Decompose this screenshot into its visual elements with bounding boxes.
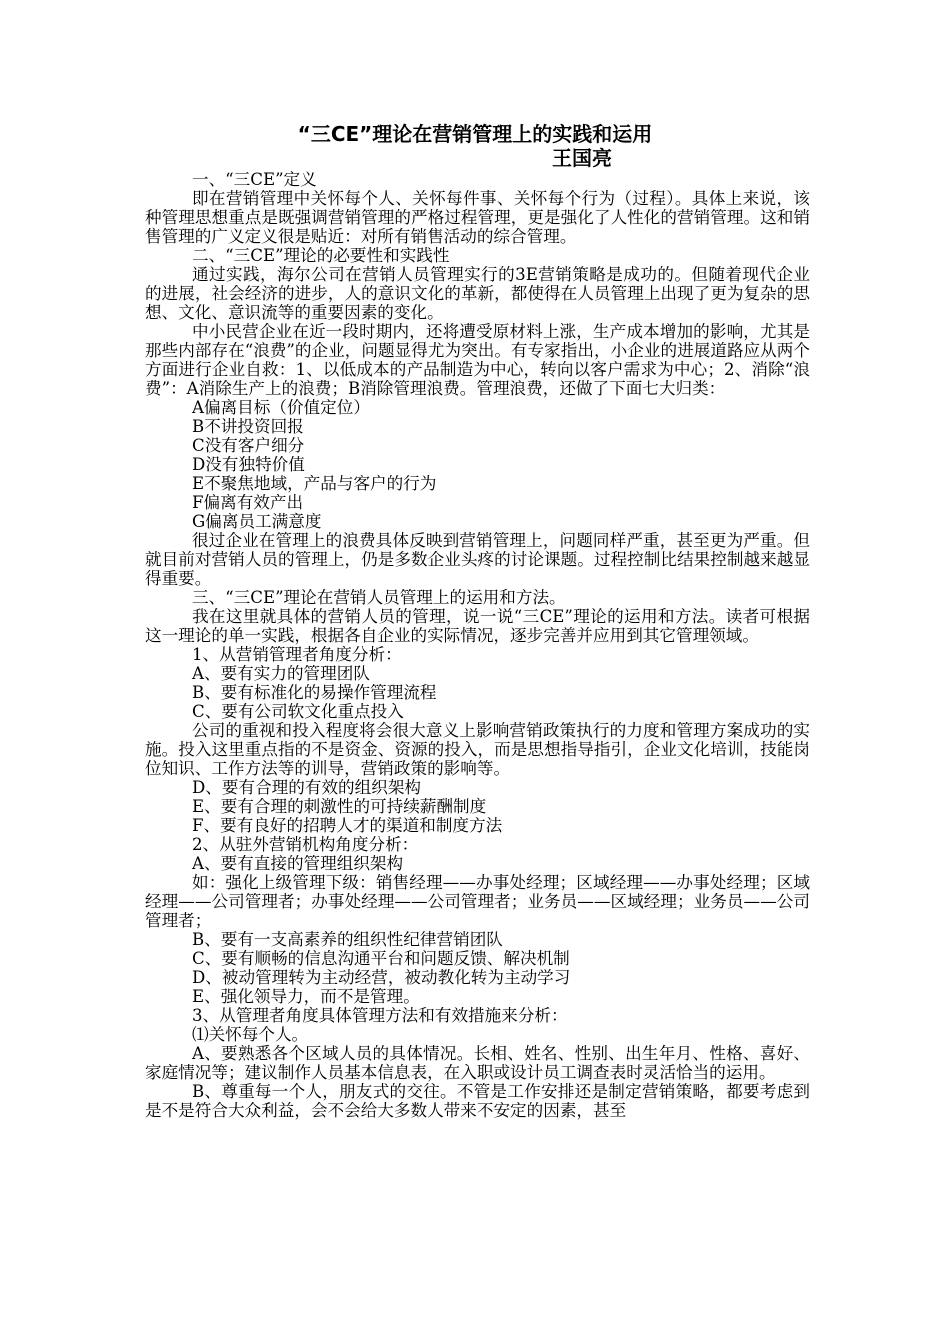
body-paragraph: 1、从营销管理者角度分析： — [192, 645, 402, 664]
body-paragraph: B、要有标准化的易操作管理流程 — [192, 683, 437, 702]
body-paragraph: F偏离有效产出 — [192, 493, 304, 512]
document-body — [145, 170, 810, 1120]
body-paragraph: F、要有良好的招聘人才的渠道和制度方法 — [192, 816, 503, 835]
body-paragraph: D、被动管理转为主动经营，被动教化转为主动学习 — [192, 968, 571, 987]
body-paragraph: 很过企业在管理上的浪费具体反映到营销管理上，问题同样严重，甚至更为严重。但就目前对营销人员的管理上，仍是多数企业头疼的讨论课题。过程控制比结果控制越来越显得重要。 — [145, 531, 810, 588]
body-paragraph: C没有客户细分 — [192, 436, 305, 455]
body-paragraph: 一、“三CE”定义 — [192, 170, 317, 189]
body-paragraph: A偏离目标（价值定位） — [192, 398, 370, 417]
body-paragraph: 三、“三CE”理论在营销人员管理上的运用和方法。 — [192, 588, 566, 607]
body-paragraph: 如：强化上级管理下级：销售经理——办事处经理；区域经理——办事处经理；区域经理——公司管理者；办事处经理——公司管理者；业务员——区域经理；业务员——公司管理者； — [145, 873, 810, 930]
body-paragraph: E、强化领导力，而不是管理。 — [192, 987, 420, 1006]
body-paragraph: 公司的重视和投入程度将会很大意义上影响营销政策执行的力度和管理方案成功的实施。投入这里重点指的不是资金、资源的投入，而是思想指导指引，企业文化培训，技能岗位知识、工作方法等的训导，营销政策的影响等。 — [145, 721, 810, 778]
body-paragraph: A、要熟悉各个区域人员的具体情况。长相、姓名、性别、出生年月、性格、喜好、家庭情况等；建议制作人员基本信息表，在入职或设计员工调查表时灵活恰当的运用。 — [145, 1044, 810, 1082]
document-title: “三CE”理论在营销管理上的实践和运用 — [297, 122, 653, 146]
body-paragraph: 3、从管理者角度具体管理方法和有效措施来分析： — [192, 1006, 568, 1025]
body-paragraph: B、尊重每一个人，朋友式的交往。不管是工作安排还是制定营销策略，都要考虑到是不是符合大众利益，会不会给大多数人带来不安定的因素，甚至 — [145, 1082, 810, 1120]
body-paragraph: D没有独特价值 — [192, 455, 305, 474]
body-paragraph: C、要有公司软文化重点投入 — [192, 702, 404, 721]
body-paragraph: C、要有顺畅的信息沟通平台和问题反馈、解决机制 — [192, 949, 570, 968]
body-paragraph: 即在营销管理中关怀每个人、关怀每件事、关怀每个行为（过程）。具体上来说，该种管理思想重点是既强调营销管理的严格过程管理，更是强化了人性化的营销管理。这和销售管理的广义定义很是贴近：对所有销售活动的综合管理。 — [145, 189, 810, 246]
body-paragraph: 中小民营企业在近一段时期内，还将遭受原材料上涨，生产成本增加的影响，尤其是那些内部存在“浪费”的企业，问题显得尤为突出。有专家指出，小企业的进展道路应从两个方面进行企业自救：1、以低成本的产品制造为中心，转向以客户需求为中心；2、消除“浪费”：A消除生产上的浪费；B消除管理浪费。管理浪费，还做了下面七大归类： — [145, 322, 810, 398]
body-paragraph: B不讲投资回报 — [192, 417, 304, 436]
body-paragraph: 二、“三CE”理论的必要性和实践性 — [192, 246, 450, 265]
body-paragraph: A、要有实力的管理团队 — [192, 664, 370, 683]
body-paragraph: E不聚焦地域，产品与客户的行为 — [192, 474, 437, 493]
body-paragraph: 通过实践，海尔公司在营销人员管理实行的3E营销策略是成功的。但随着现代企业的进展，社会经济的进步，人的意识文化的革新，都使得在人员管理上出现了更为复杂的思想、文化、意识流等的重要因素的变化。 — [145, 265, 810, 322]
body-paragraph: B、要有一支高素养的组织性纪律营销团队 — [192, 930, 503, 949]
body-paragraph: A、要有直接的管理组织架构 — [192, 854, 404, 873]
body-paragraph: G偏离员工满意度 — [192, 512, 322, 531]
body-paragraph: D、要有合理的有效的组织架构 — [192, 778, 422, 797]
body-paragraph: 我在这里就具体的营销人员的管理，说一说“三CE”理论的运用和方法。读者可根据这一理论的单一实践，根据各自企业的实际情况，逐步完善并应用到其它管理领域。 — [145, 607, 810, 645]
document-author: 王国亮 — [552, 146, 612, 170]
body-paragraph: ⑴关怀每个人。 — [192, 1025, 309, 1044]
body-paragraph: E、要有合理的刺激性的可持续薪酬制度 — [192, 797, 487, 816]
body-paragraph: 2、从驻外营销机构角度分析： — [192, 835, 419, 854]
